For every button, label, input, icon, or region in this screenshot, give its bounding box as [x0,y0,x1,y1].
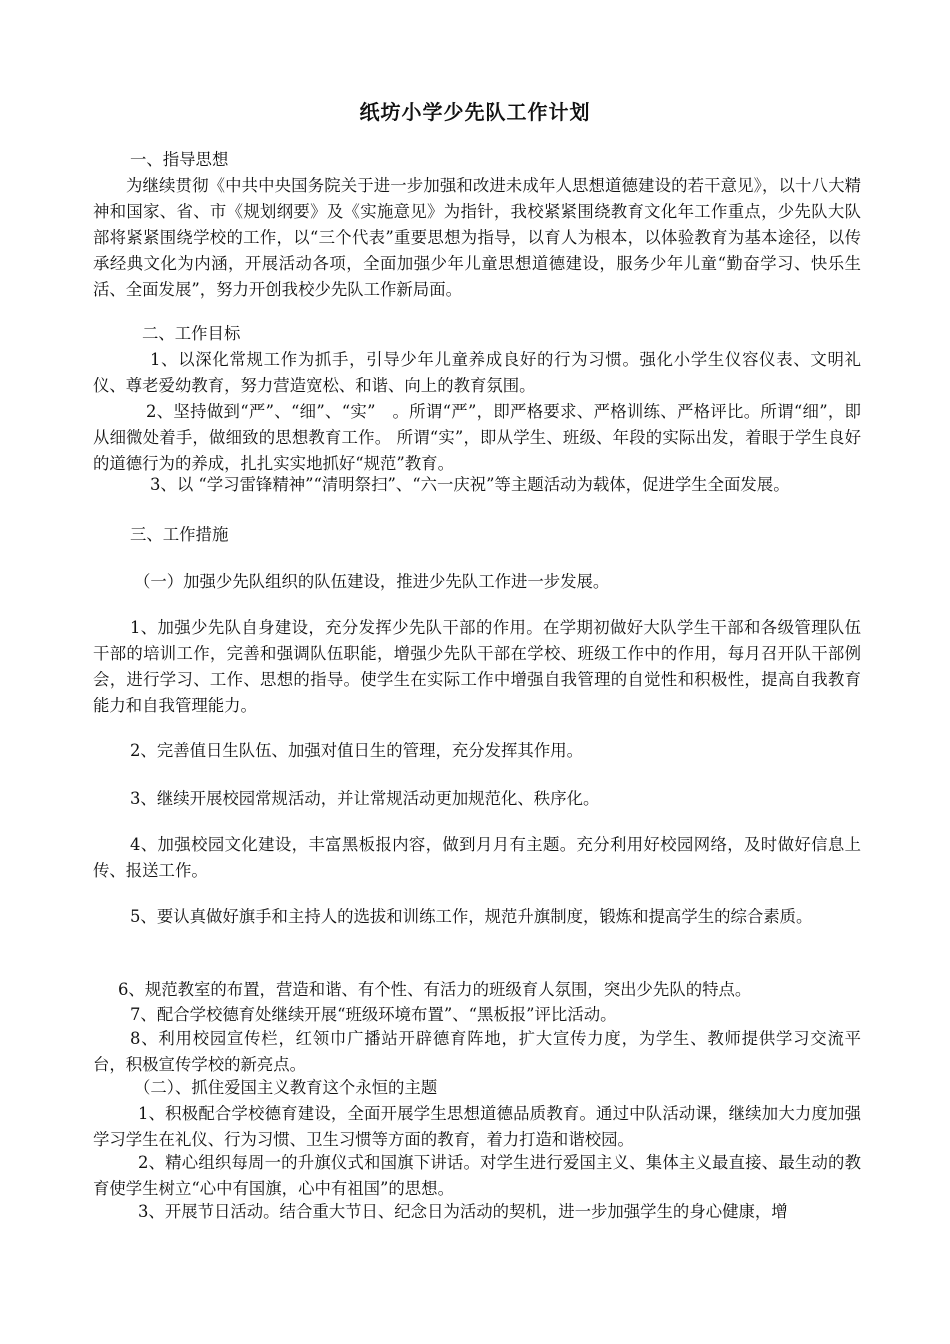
goal-item-2: 2、坚持做到“严”、“细”、“实” 。所谓“严”，即严格要求、严格训练、严格评比。所谓“细”，即从细微处着手，做细致的思想教育工作。 所谓“实”，即从学生、班级、年段的实际出发，着眼于学生良好的道德行为的养成，扎扎实实地抓好“规范”教育。 [93,402,861,473]
goal-item-1: 1、以深化常规工作为抓手，引导少年儿童养成良好的行为习惯。强化小学生仪容仪表、文明礼仪、尊老爱幼教育，努力营造宽松、和谐、向上的教育氛围。 [93,350,861,395]
paragraph-guiding-ideology: 为继续贯彻《中共中央国务院关于进一步加强和改进未成年人思想道德建设的若干意见》，以十八大精神和国家、省、市《规划纲要》及《实施意见》为指针，我校紧紧围绕教育文化年工作重点，少先队大队部将紧紧围绕学校的工作，以“三个代表”重要思想为指导，以育人为根本，以体验教育为基本途径，以传承经典文化为内涵，开展活动各项，全面加强少年儿童思想道德建设，服务少年儿童“勤奋学习、快乐生活、全面发展”，努力开创我校少先队工作新局面。 [93,176,861,299]
section-heading-work-goals: 二、工作目标 [142,324,241,343]
measure-item-2: 2、完善值日生队伍、加强对值日生的管理，充分发挥其作用。 [130,741,583,760]
measure-item-8: 8、利用校园宣传栏，红领巾广播站开辟德育阵地，扩大宣传力度，为学生、教师提供学习交流平台，积极宣传学校的新亮点。 [93,1029,861,1074]
subsection-heading-patriotism: （二）、抓住爱国主义教育这个永恒的主题 [134,1078,438,1097]
patriotism-item-1: 1、积极配合学校德育建设，全面开展学生思想道德品质教育。通过中队活动课，继续加大力度加强学习学生在礼仪、行为习惯、卫生习惯等方面的教育，着力打造和谐校园。 [93,1104,861,1149]
measure-item-3: 3、继续开展校园常规活动，并让常规活动更加规范化、秩序化。 [130,789,600,808]
measure-item-4: 4、加强校园文化建设，丰富黑板报内容，做到月月有主题。充分利用好校园网络，及时做好信息上传、报送工作。 [93,835,861,880]
goal-item-3: 3、以 “学习雷锋精神”“清明祭扫”、“六一庆祝”等主题活动为载体，促进学生全面发展。 [150,475,790,494]
measure-item-1: 1、加强少先队自身建设，充分发挥少先队干部的作用。在学期初做好大队学生干部和各级管理队伍干部的培训工作，完善和强调队伍职能，增强少先队干部在学校、班级工作中的作用，每月召开队干部例会，进行学习、工作、思想的指导。使学生在实际工作中增强自我管理的自觉性和积极性，提高自我教育能力和自我管理能力。 [93,618,861,715]
patriotism-item-3: 3、开展节日活动。结合重大节日、纪念日为活动的契机，进一步加强学生的身心健康，增 [138,1202,788,1221]
section-heading-work-measures: 三、工作措施 [130,525,229,544]
measure-item-6: 6、规范教室的布置，营造和谐、有个性、有活力的班级育人氛围，突出少先队的特点。 [118,980,752,999]
measure-item-7: 7、配合学校德育处继续开展“班级环境布置”、“黑板报”评比活动。 [130,1005,617,1024]
subsection-heading-team-building: （一）加强少先队组织的队伍建设，推进少先队工作进一步发展。 [134,572,610,591]
section-heading-guiding-ideology: 一、指导思想 [130,150,229,169]
document-title: 纸坊小学少先队工作计划 [359,100,591,124]
patriotism-item-2: 2、精心组织每周一的升旗仪式和国旗下讲话。对学生进行爱国主义、集体主义最直接、最生动的教育使学生树立“心中有国旗，心中有祖国”的思想。 [93,1153,861,1198]
measure-item-5: 5、要认真做好旗手和主持人的选拔和训练工作，规范升旗制度，锻炼和提高学生的综合素质。 [130,907,813,926]
